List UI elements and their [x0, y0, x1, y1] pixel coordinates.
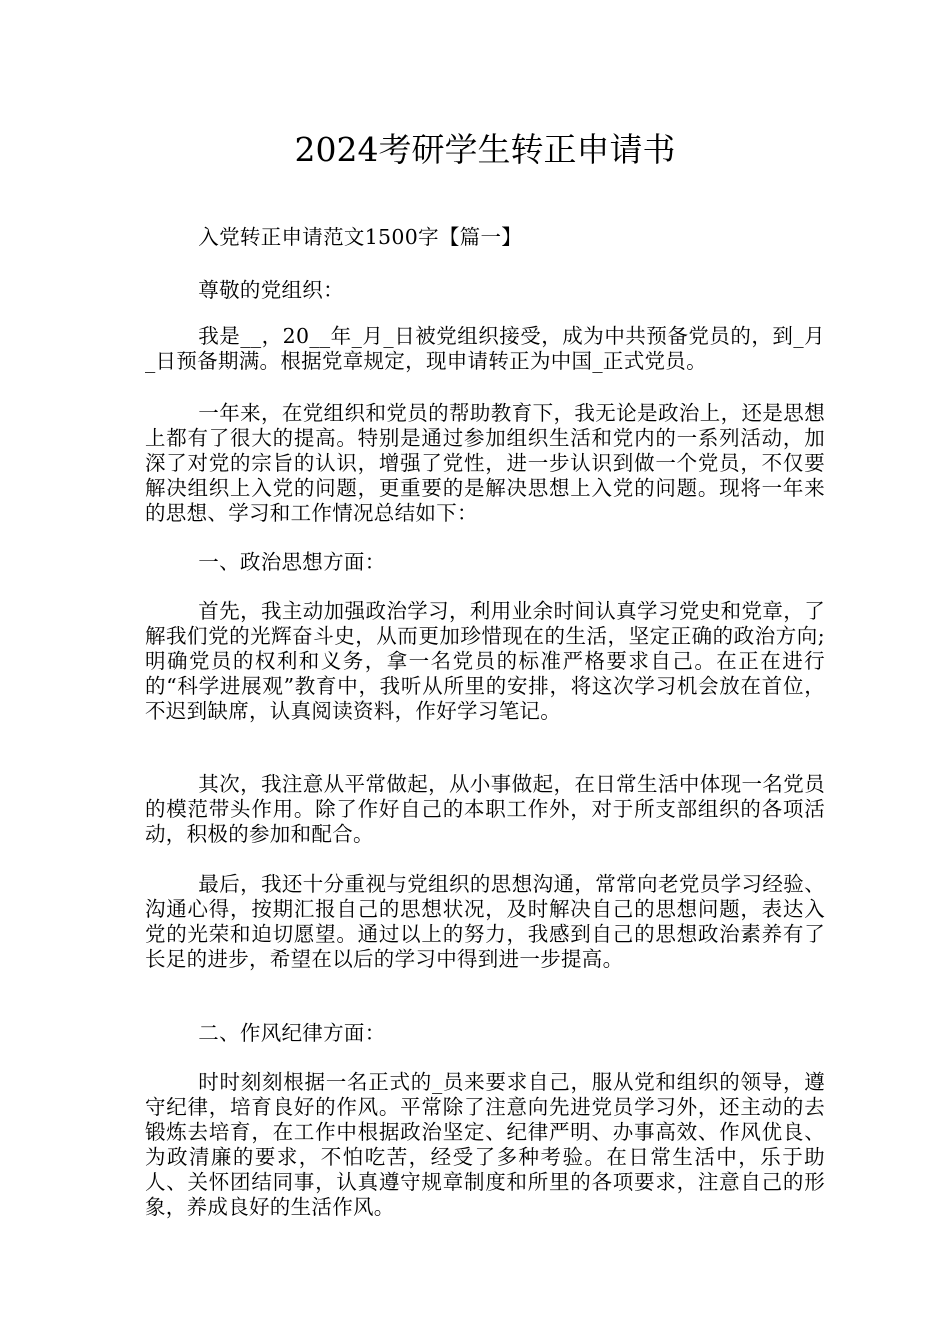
paragraph-politics-second: 其次，我注意从平常做起，从小事做起，在日常生活中体现一名党员的模范带头作用。除了作好自己的本职工作外，对于所支部组织的各项活动，积极的参加和配合。 [145, 772, 825, 846]
paragraph-politics-last: 最后，我还十分重视与党组织的思想沟通，常常向老党员学习经验、沟通心得，按期汇报自己的思想状况，及时解决自己的思想问题，表达入党的光荣和迫切愿望。通过以上的努力，我感到自己的思想政治素养有了长足的进步，希望在以后的学习中得到进一步提高。 [145, 872, 825, 971]
paragraph-overview: 一年来，在党组织和党员的帮助教育下，我无论是政治上，还是思想上都有了很大的提高。特别是通过参加组织生活和党内的一系列活动，加深了对党的宗旨的认识，增强了党性，进一步认识到做一个党员，不仅要解决组织上入党的问题，更重要的是解决思想上入党的问题。现将一年来的思想、学习和工作情况总结如下： [145, 401, 825, 525]
document-title: 2024考研学生转正申请书 [294, 130, 676, 169]
section-heading-part-one: 入党转正申请范文1500字【篇一】 [198, 225, 523, 249]
paragraph-discipline: 时时刻刻根据一名正式的_员来要求自己，服从党和组织的领导，遵守纪律，培育良好的作风。平常除了注意向先进党员学习外，还主动的去锻炼去培育，在工作中根据政治坚定、纪律严明、办事高效、作风优良、为政清廉的要求，不怕吃苦，经受了多种考验。在日常生活中，乐于助人、关怀团结同事，认真遵守规章制度和所里的各项要求，注意自己的形象，养成良好的生活作风。 [145, 1070, 825, 1219]
paragraph-intro: 我是__，20__年_月_日被党组织接受，成为中共预备党员的，到_月_日预备期满。根据党章规定，现申请转正为中国_正式党员。 [145, 324, 825, 373]
salutation: 尊敬的党组织： [198, 278, 344, 302]
section-heading-discipline: 二、作风纪律方面： [198, 1021, 386, 1045]
section-heading-politics: 一、政治思想方面： [198, 550, 386, 574]
paragraph-politics-first: 首先，我主动加强政治学习，利用业余时间认真学习党史和党章，了解我们党的光辉奋斗史，从而更加珍惜现在的生活，坚定正确的政治方向;明确党员的权利和义务，拿一名党员的标准严格要求自己。在正在进行的“科学进展观”教育中，我听从所里的安排，将这次学习机会放在首位，不迟到缺席，认真阅读资料，作好学习笔记。 [145, 599, 825, 723]
